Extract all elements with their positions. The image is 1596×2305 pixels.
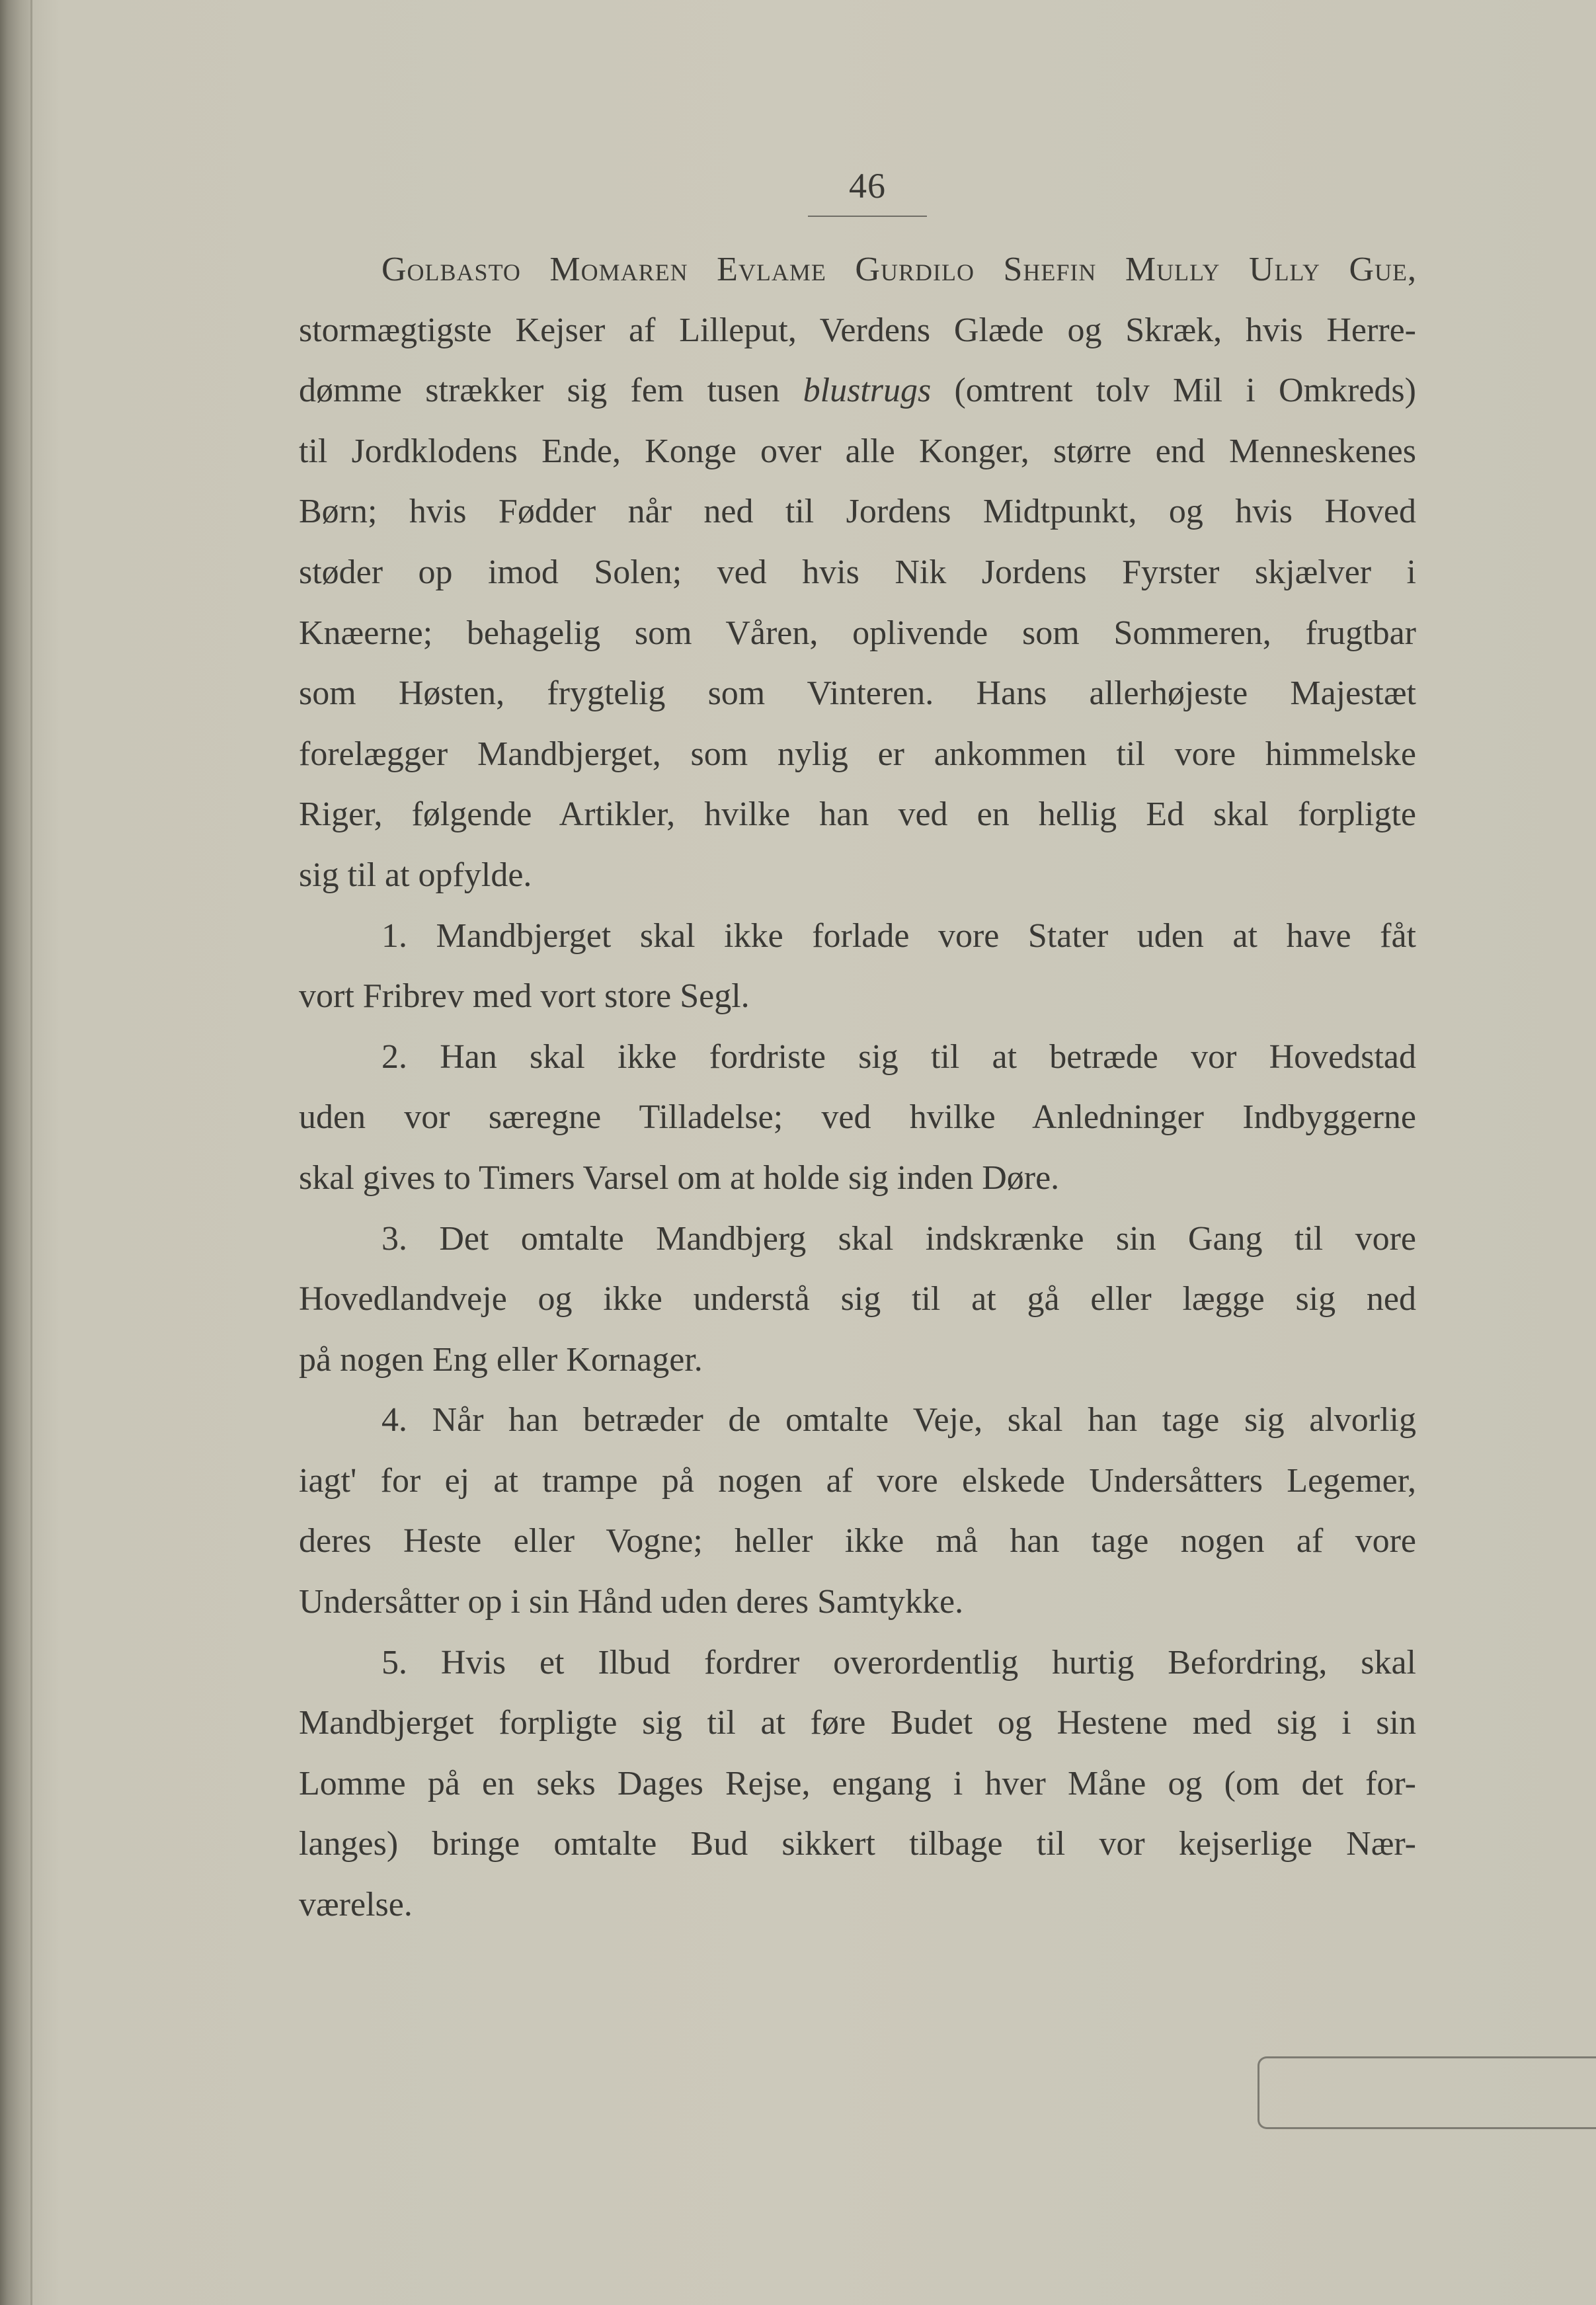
text-span: som Høsten, frygtelig som Vinteren. Hans allerhøjeste Majestæt (299, 674, 1416, 713)
text-line (299, 845, 1416, 906)
text-span: Knæerne; behagelig som Våren, oplivende som Sommeren, frugtbar (299, 614, 1416, 652)
text-line (299, 542, 1416, 603)
text-line (299, 481, 1416, 542)
text-line (299, 1511, 1416, 1572)
text-span: sig til at opfylde. (299, 856, 532, 894)
text-span: støder op imod Solen; ved hvis Nik Jordens Fyrster skjælver i (299, 553, 1416, 591)
decorative-frame-corner (1257, 2056, 1596, 2129)
text-line (299, 603, 1416, 664)
text-span: , (1408, 251, 1416, 288)
text-span: 5. Hvis et Ilbud fordrer overordentlig hurtig Befordring, skal (381, 1643, 1416, 1681)
text-span: Lomme på en seks Dages Rejse, engang i hver Måne og (om det for- (299, 1764, 1416, 1802)
text-line (299, 421, 1416, 482)
text-span: til Jordklodens Ende, Konge over alle Konger, større end Menneskenes (299, 432, 1416, 470)
text-span: Børn; hvis Fødder når ned til Jordens Midtpunkt, og hvis Hoved (299, 493, 1416, 531)
small-caps-name: Golbasto Momaren Evlame Gurdilo Shefin Mully Ully Gue (381, 251, 1408, 288)
text-line (299, 1027, 1416, 1088)
text-span: 4. Når han betræder de omtalte Veje, skal han tage sig alvorlig (381, 1401, 1416, 1439)
text-span: værelse. (299, 1886, 413, 1924)
text-line (299, 784, 1416, 845)
body-text (299, 239, 1416, 1935)
text-span: 2. Han skal ikke fordriste sig til at betræde vor Hovedstad (381, 1037, 1416, 1076)
italic-word: blustrugs (803, 372, 932, 410)
text-line (299, 239, 1416, 300)
text-line (299, 1754, 1416, 1814)
text-span: (omtrent tolv Mil i Omkreds) (931, 372, 1416, 410)
text-span: vort Fribrev med vort store Segl. (299, 977, 750, 1016)
text-span: forelægger Mandbjerget, som nylig er ankommen til vore himmelske (299, 735, 1416, 773)
text-line (299, 1209, 1416, 1270)
text-span: 1. Mandbjerget skal ikke forlade vore Stater uden at have fåt (381, 916, 1416, 955)
text-line (299, 1633, 1416, 1693)
text-span: langes) bringe omtalte Bud sikkert tilbage til vor kejserlige Nær- (299, 1825, 1416, 1863)
text-span: Hovedlandveje og ikke understå sig til at gå eller lægge sig ned (299, 1280, 1416, 1318)
text-span: stormægtigste Kejser af Lilleput, Verdens Glæde og Skræk, hvis Herre- (299, 311, 1416, 349)
text-span: iagt' for ej at trampe på nogen af vore elskede Undersåtters Legemer, (299, 1461, 1416, 1500)
text-line (299, 1269, 1416, 1330)
text-line (299, 1572, 1416, 1633)
text-line (299, 906, 1416, 967)
text-span: deres Heste eller Vogne; heller ikke må han tage nogen af vore (299, 1522, 1416, 1560)
text-span: Riger, følgende Artikler, hvilke han ved en hellig Ed skal forpligte (299, 795, 1416, 834)
page-number: 46 (849, 166, 886, 206)
text-line (299, 1875, 1416, 1935)
text-line (299, 300, 1416, 361)
text-line (299, 724, 1416, 785)
text-span: 3. Det omtalte Mandbjerg skal indskrænke sin Gang til vore (381, 1219, 1416, 1258)
gutter-edge (30, 0, 32, 2305)
text-line (299, 966, 1416, 1027)
text-line (299, 1087, 1416, 1148)
text-span: på nogen Eng eller Kornager. (299, 1340, 703, 1379)
text-span: Undersåtter op i sin Hånd uden deres Samtykke. (299, 1583, 964, 1621)
text-line (299, 360, 1416, 421)
text-span: dømme strækker sig fem tusen (299, 372, 803, 410)
text-line (299, 1814, 1416, 1875)
text-line (299, 1693, 1416, 1754)
text-span: Mandbjerget forpligte sig til at føre Budet og Hestene med sig i sin (299, 1704, 1416, 1742)
text-span: skal gives to Timers Varsel om at holde sig inden Døre. (299, 1158, 1060, 1197)
text-line (299, 1451, 1416, 1512)
text-line (299, 1390, 1416, 1451)
page-number-rule (808, 216, 927, 217)
text-line (299, 1148, 1416, 1209)
book-gutter (0, 0, 30, 2305)
text-line (299, 1330, 1416, 1391)
text-span: uden vor særegne Tilladelse; ved hvilke Anledninger Indbyggerne (299, 1098, 1416, 1137)
text-line (299, 663, 1416, 724)
